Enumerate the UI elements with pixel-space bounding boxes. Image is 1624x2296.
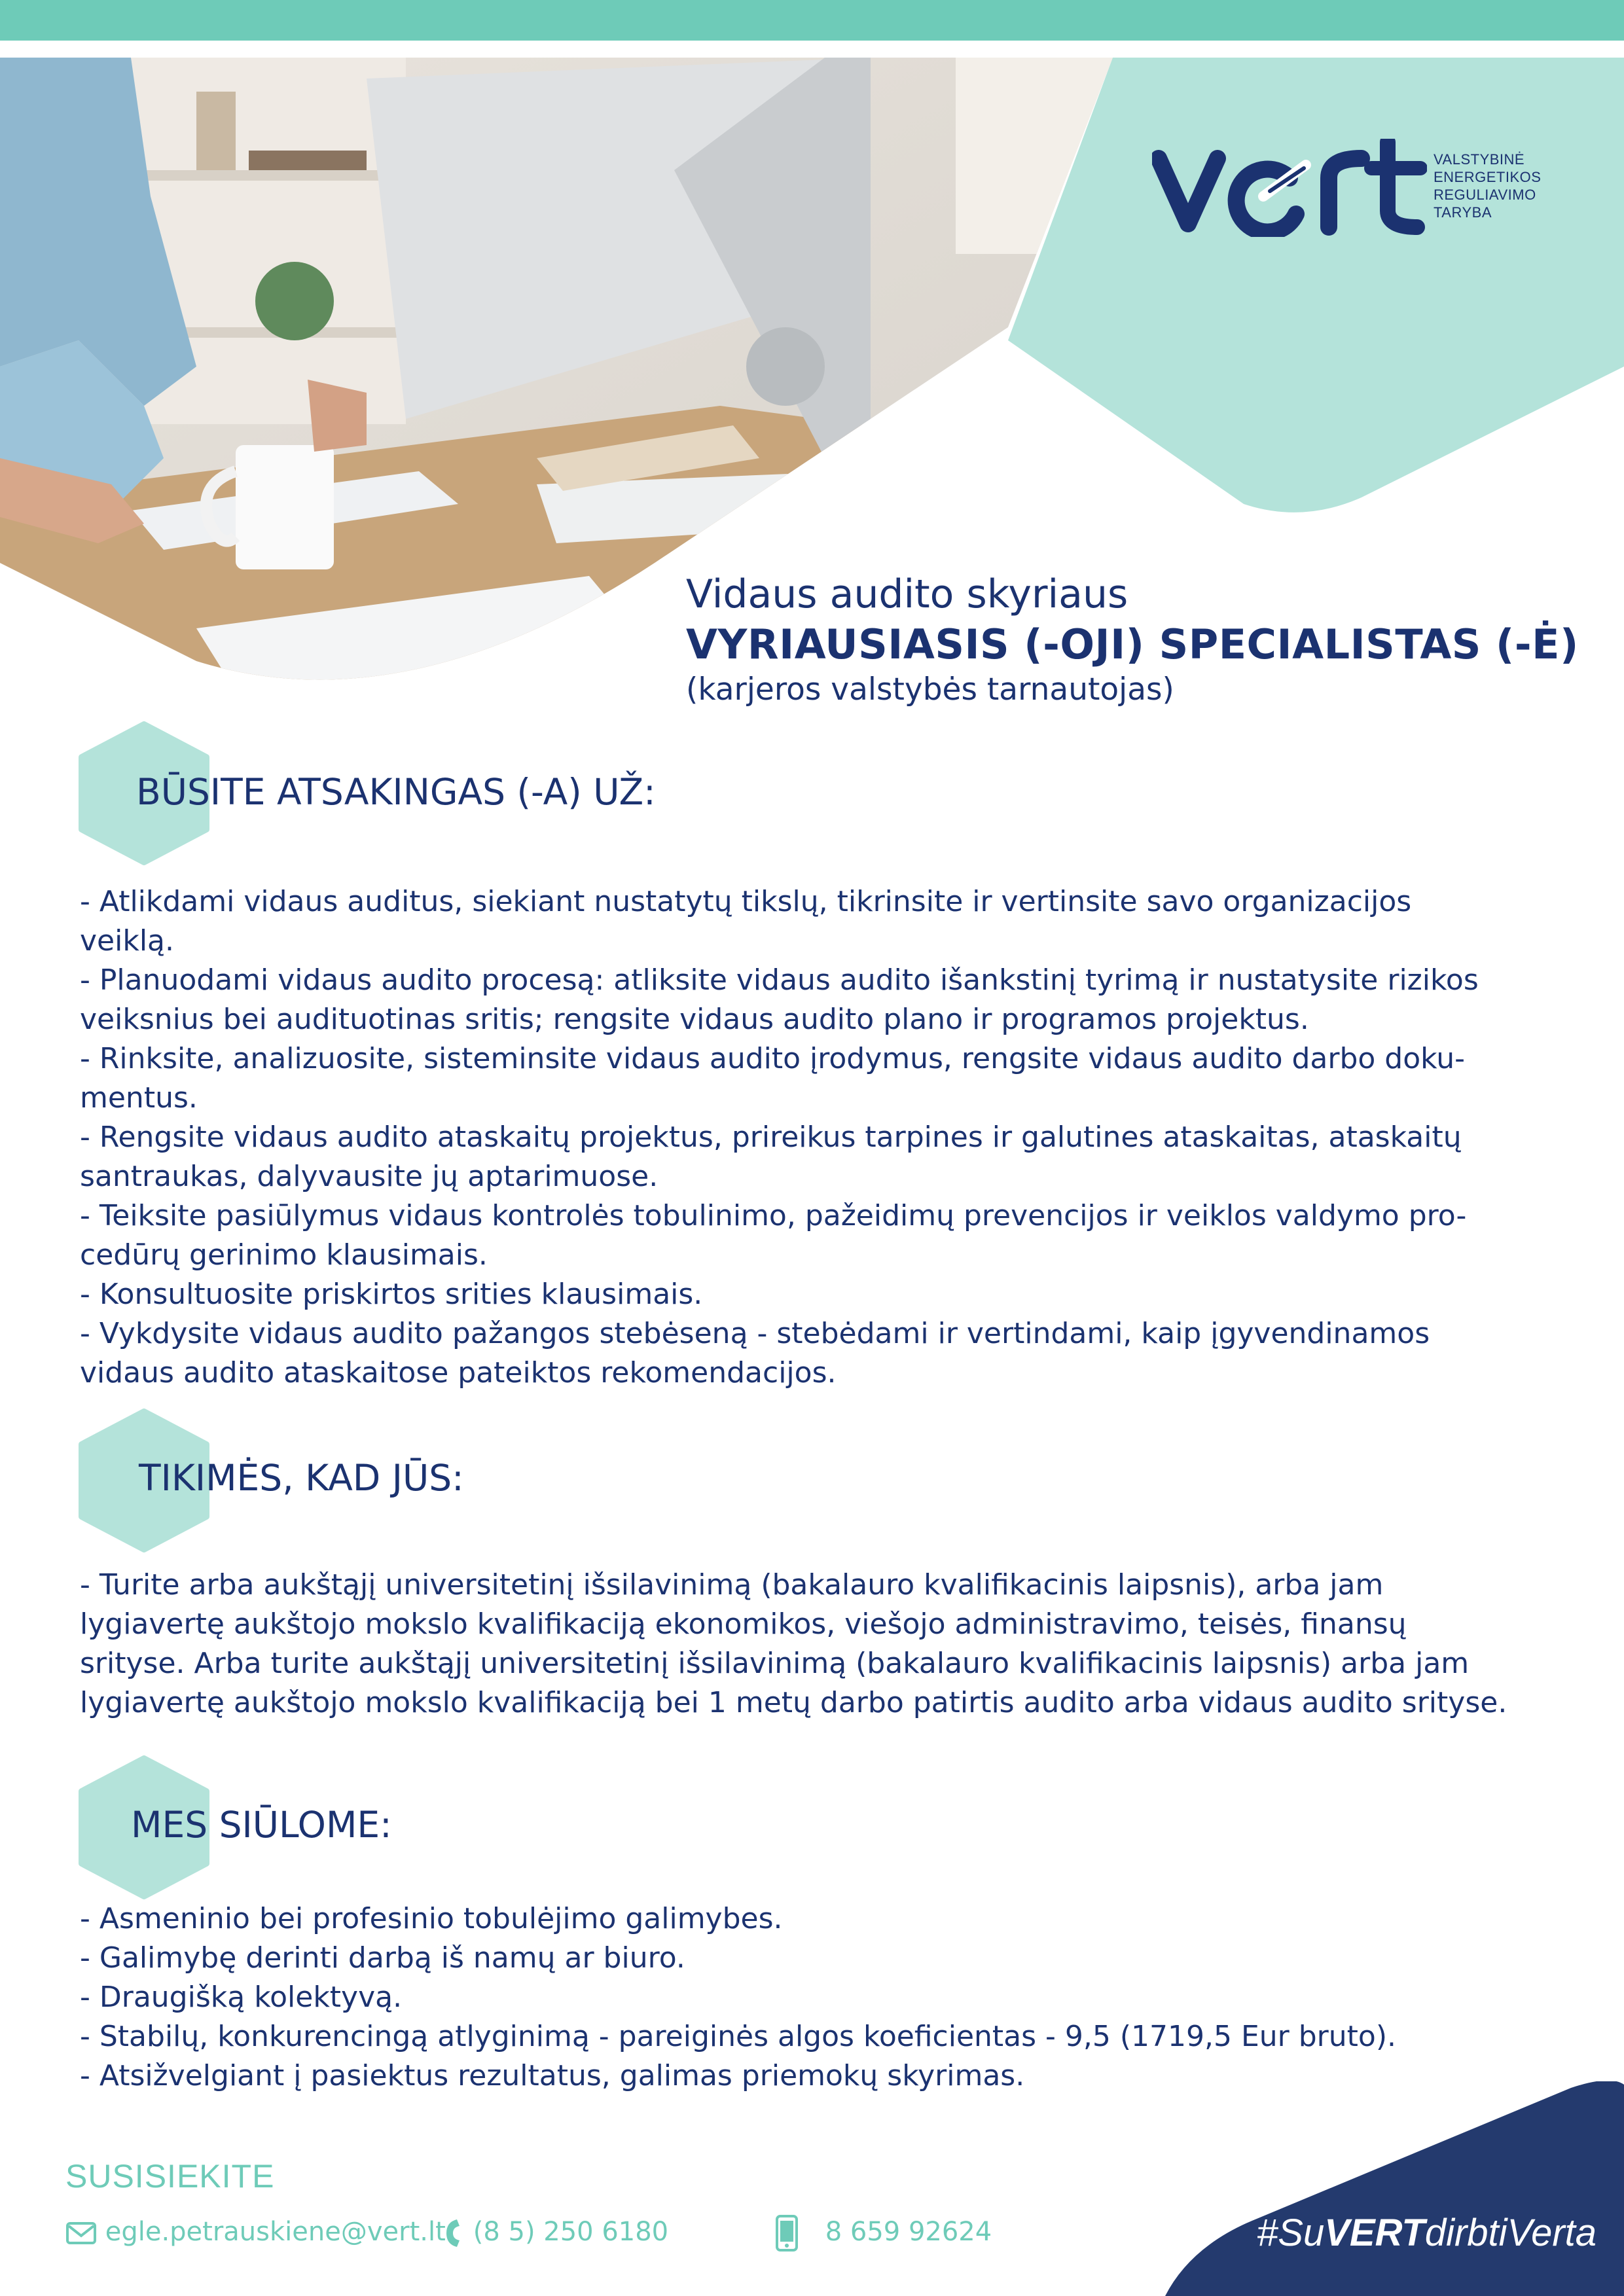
requirements-heading — [79, 1408, 995, 1552]
footer-corner-shape — [1165, 2081, 1624, 2296]
list-item: cedūrų gerinimo klausimais. — [80, 1238, 488, 1272]
email-contact[interactable] — [65, 2212, 446, 2251]
offer-heading — [79, 1755, 995, 1899]
mobile-phone-icon — [774, 2214, 800, 2252]
list-item: vidaus audito ataskaitose pateiktos rekomendacijos. — [80, 1356, 837, 1390]
mint-hexagon-shape — [1008, 58, 1624, 512]
list-item: veiklą. — [80, 924, 174, 958]
list-item: lygiavertę aukštojo mokslo kvalifikaciją ekonomikos, viešojo administravimo, teisės, finansų — [80, 1607, 1407, 1641]
employment-status: (karjeros valstybės tarnautojas) — [686, 672, 1174, 708]
list-item: - Planuodami vidaus audito procesą: atliksite vidaus audito išankstinį tyrimą ir nustatysite rizikos — [80, 963, 1479, 997]
top-accent-bar — [0, 0, 1624, 41]
list-item: mentus. — [80, 1081, 198, 1115]
list-item: - Stabilų, konkurencingą atlyginimą - pareiginės algos koeficientas - 9,5 (1719,5 Eur bruto). — [80, 2020, 1396, 2053]
phone-icon — [442, 2217, 465, 2250]
offer-list — [80, 1899, 1559, 2096]
logo-subtitle-line: REGULIAVIMO — [1434, 187, 1536, 203]
phone-contact[interactable] — [442, 2212, 668, 2251]
logo-subtitle-line: VALSTYBINĖ — [1434, 151, 1525, 168]
phone-number[interactable]: (8 5) 250 6180 — [473, 2217, 669, 2247]
list-item: - Atsižvelgiant į pasiektus rezultatus, galimas priemokų skyrimas. — [80, 2059, 1025, 2092]
vert-logo — [1152, 139, 1558, 237]
logo-subtitle-line: TARYBA — [1434, 204, 1492, 221]
list-item: - Asmeninio bei profesinio tobulėjimo galimybes. — [80, 1902, 783, 1935]
department-name: Vidaus audito skyriaus — [686, 571, 1128, 617]
list-item: srityse. Arba turite aukštąjį universitetinį išsilavinimą (bakalauro kvalifikacinis laipsnis) arba jam — [80, 1647, 1470, 1680]
list-item: - Teiksite pasiūlymus vidaus kontrolės tobulinimo, pažeidimų prevencijos ir veiklos valdymo pro- — [80, 1199, 1467, 1232]
list-item: - Rinksite, analizuosite, sisteminsite vidaus audito įrodymus, rengsite vidaus audito darbo doku- — [80, 1042, 1466, 1075]
hashtag-brand: VERT — [1324, 2212, 1425, 2254]
list-item: - Draugišką kolektyvą. — [80, 1981, 403, 2014]
list-item: - Rengsite vidaus audito ataskaitų projektus, prireikus tarpines ir galutines ataskaitas, ataskaitų — [80, 1121, 1462, 1154]
list-item: - Vykdysite vidaus audito pažangos stebėseną - stebėdami ir vertindami, kaip įgyvendinamos — [80, 1317, 1430, 1350]
requirements-list — [80, 1566, 1559, 1723]
list-item: lygiavertę aukštojo mokslo kvalifikaciją bei 1 metų darbo patirtis audito arba vidaus audito srityse. — [80, 1686, 1507, 1719]
email-link[interactable]: egle.petrauskiene@vert.lt — [105, 2217, 446, 2247]
campaign-hashtag — [1257, 2211, 1597, 2255]
section-heading: BŪSITE ATSAKINGAS (-A) UŽ: — [136, 771, 656, 813]
list-item: - Atlikdami vidaus auditus, siekiant nustatytų tikslų, tikrinsite ir vertinsite savo organizacijos — [80, 885, 1412, 918]
responsibilities-heading — [79, 721, 995, 865]
logo-subtitle-line: ENERGETIKOS — [1434, 169, 1542, 185]
list-item: - Galimybę derinti darbą iš namų ar biuro. — [80, 1941, 685, 1975]
mobile-contact[interactable] — [774, 2212, 992, 2251]
hashtag-suffix: dirbtiVerta — [1424, 2212, 1597, 2254]
list-item: santraukas, dalyvausite jų aptarimuose. — [80, 1160, 659, 1193]
envelope-icon — [65, 2220, 97, 2246]
list-item: - Konsultuosite priskirtos srities klausimais. — [80, 1278, 703, 1311]
contact-title: SUSISIEKITE — [65, 2158, 275, 2195]
list-item: - Turite arba aukštąjį universitetinį išsilavinimą (bakalauro kvalifikacinis laipsnis), arba jam — [80, 1568, 1384, 1602]
section-heading: MES SIŪLOME: — [131, 1804, 392, 1846]
job-title-block — [686, 569, 1589, 709]
mobile-number[interactable]: 8 659 92624 — [825, 2217, 992, 2247]
vert-wordmark-icon — [1152, 139, 1427, 237]
position-title: VYRIAUSIASIS (-OJI) SPECIALISTAS (-Ė) — [686, 620, 1579, 668]
section-heading: TIKIMĖS, KAD JŪS: — [139, 1457, 464, 1499]
list-item: veiksnius bei audituotinas sritis; rengsite vidaus audito plano ir programos projektus. — [80, 1003, 1309, 1036]
responsibilities-list — [80, 882, 1559, 1393]
hashtag-prefix: #Su — [1257, 2212, 1325, 2254]
logo-subtitle — [1434, 151, 1541, 221]
